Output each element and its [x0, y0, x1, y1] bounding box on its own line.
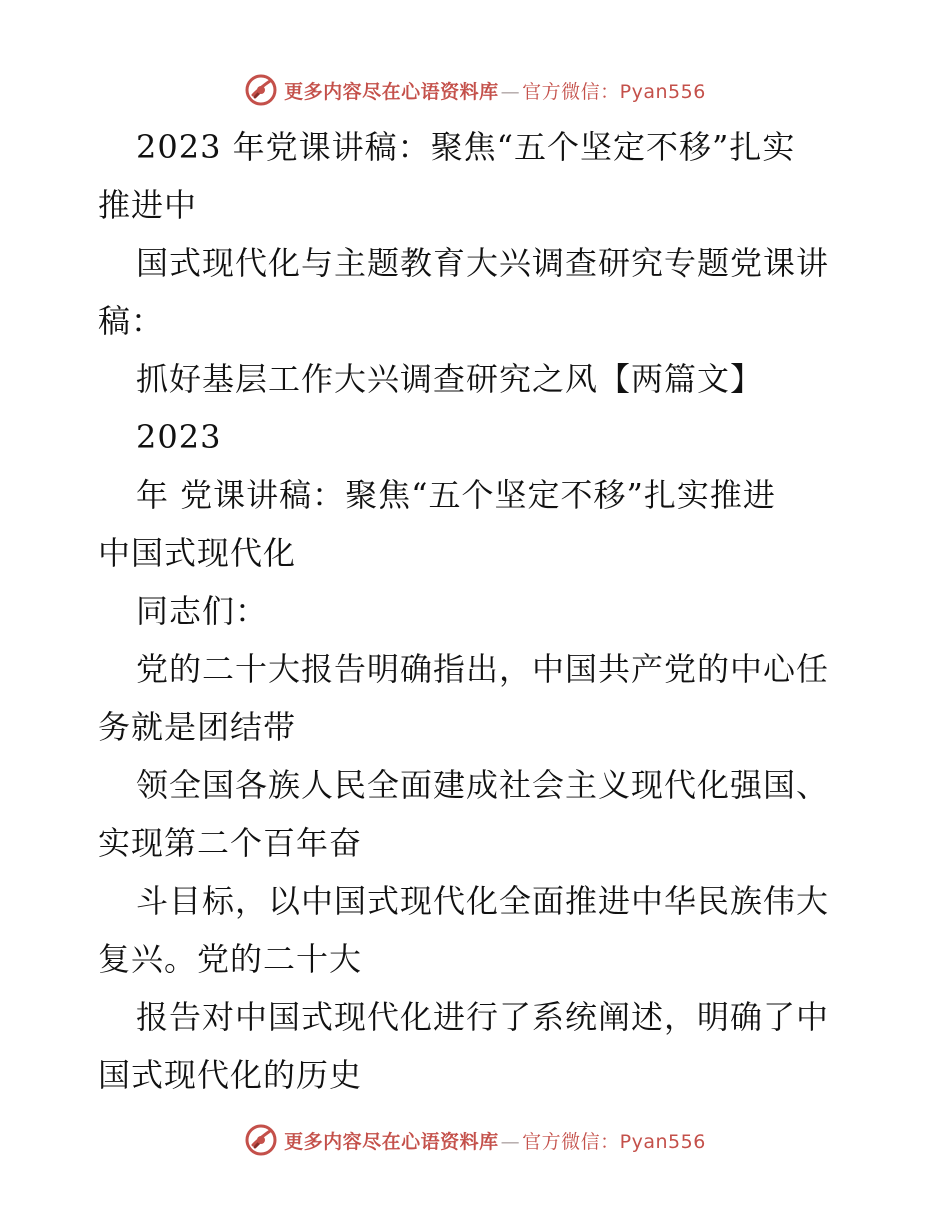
text-line: 领全国各族人民全面建成社会主义现代化强国、 [136, 766, 830, 804]
text-line: 务就是团结带 [98, 708, 297, 746]
text-line: 国式现代化与主题教育大兴调查研究专题党课讲 [136, 244, 830, 282]
text-line: 稿： [98, 302, 165, 340]
text-line: 同志们： [136, 592, 269, 630]
text-line: 中国式现代化 [98, 534, 297, 572]
text-line: 2023 [136, 418, 222, 456]
text-line: 斗目标，以中国式现代化全面推进中华民族伟大 [136, 882, 830, 920]
text-line: 实现第二个百年奋 [98, 824, 363, 862]
text-line: 报告对中国式现代化进行了系统阐述，明确了中 [136, 998, 830, 1036]
book-quill-logo-icon [244, 73, 278, 107]
banner-contact-text: 官方微信：Pyan556 [522, 1130, 706, 1153]
text-line: 推进中 [98, 186, 198, 224]
footer-banner-text [284, 1127, 706, 1154]
banner-main-text: 更多内容尽在心语资料库 [284, 80, 499, 103]
text-line: 2023 年党课讲稿：聚焦“五个坚定不移”扎实 [136, 128, 796, 166]
text-line: 抓好基层工作大兴调查研究之风【两篇文】 [136, 360, 764, 398]
banner-dash: — [500, 1130, 521, 1153]
text-line: 年 党课讲稿：聚焦“五个坚定不移”扎实推进 [136, 476, 776, 514]
banner-main-text: 更多内容尽在心语资料库 [284, 1130, 499, 1153]
text-line: 复兴。党的二十大 [98, 940, 363, 978]
document-body [98, 118, 858, 1104]
footer-banner [0, 1120, 950, 1160]
book-quill-logo-icon [244, 1123, 278, 1157]
header-banner [0, 70, 950, 110]
header-banner-text [284, 77, 706, 104]
banner-dash: — [500, 80, 521, 103]
banner-contact-text: 官方微信：Pyan556 [522, 80, 706, 103]
text-line: 党的二十大报告明确指出，中国共产党的中心任 [136, 650, 830, 688]
text-line: 国式现代化的历史 [98, 1056, 363, 1094]
